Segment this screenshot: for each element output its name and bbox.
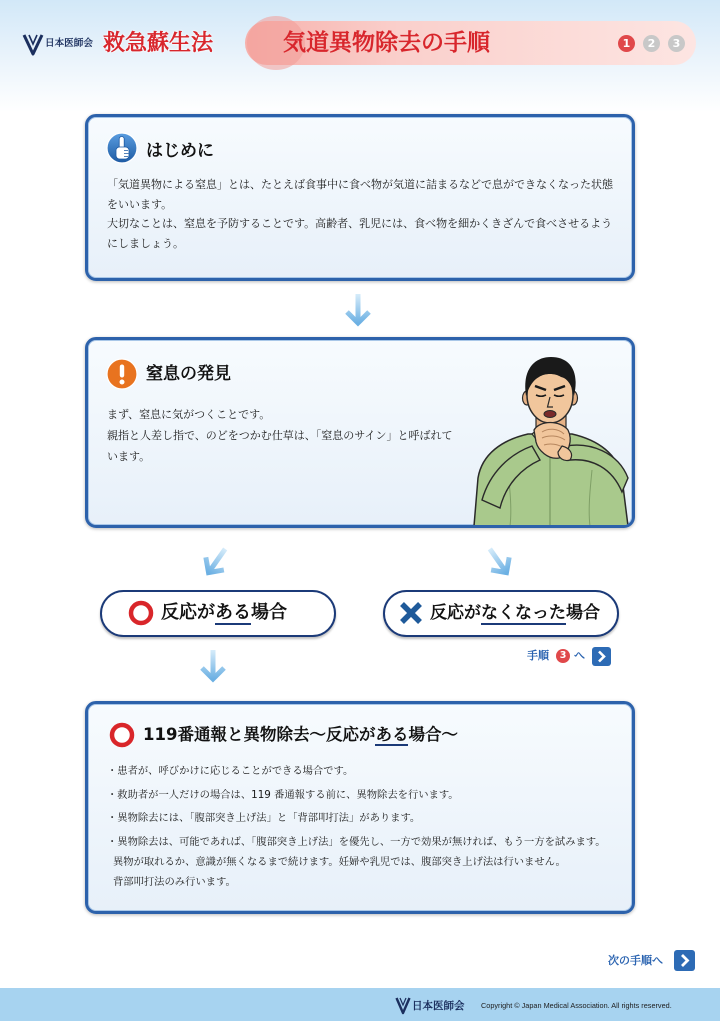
pointing-hand-icon	[106, 132, 138, 164]
discovery-title: 窒息の発見	[146, 364, 231, 384]
discovery-line: います。	[107, 450, 151, 463]
choking-man-illustration	[470, 350, 630, 526]
unresponsive-case-label	[383, 590, 619, 637]
intro-line: 「気道異物による窒息」とは、たとえば食事中に食べ物が気道に詰まるなどで息ができなくなった状態	[107, 178, 613, 191]
goto-prefix: 手順	[527, 649, 549, 662]
responsive-case-label	[100, 590, 336, 637]
title-part: 119番通報と異物除去〜反応が	[143, 725, 376, 744]
pill-text-part: 反応が	[430, 603, 481, 623]
cross-icon	[398, 600, 424, 626]
bullet-line: 異物が取れるか、意識が無くなるまで続けます。妊婦や乳児では、腹部突き上げ法は行いません。	[113, 855, 566, 868]
bullet-line: ・異物除去には、「腹部突き上げ法」と「背部叩打法」があります。	[107, 812, 421, 824]
intro-text	[107, 175, 613, 253]
pill-text-emphasis: ある	[215, 602, 251, 623]
pill-text-part: 場合	[566, 603, 600, 623]
bullet-line: ・患者が、呼びかけに応じることができる場合です。	[107, 765, 354, 777]
discovery-text	[107, 404, 453, 467]
list-item	[107, 808, 606, 828]
jma-logo-icon	[395, 996, 411, 1015]
intro-card	[85, 114, 635, 281]
intro-line: 大切なことは、窒息を予防することです。高齢者、乳児には、食べ物を細かくきざんで食べさせるよう	[107, 217, 613, 230]
goto-step-3-link[interactable]	[525, 646, 613, 666]
bullet-line: 背部叩打法のみ行います。	[113, 875, 236, 888]
arrow-down-left-icon	[193, 539, 238, 586]
next-step-text: 次の手順へ	[608, 954, 663, 967]
discovery-line: 親指と人差し指で、のどをつかむ仕草は、「窒息のサイン」と呼ばれて	[107, 429, 453, 442]
unresponsive-case-text	[430, 592, 600, 634]
pill-text-part: 反応が	[161, 602, 215, 623]
pill-text-emphasis: なくなった	[481, 603, 566, 623]
step-indicator-2[interactable]: 2	[643, 35, 660, 52]
arrow-down-icon	[343, 292, 373, 328]
page-title: 気道異物除去の手順	[283, 30, 490, 56]
goto-step-number: 3	[556, 649, 570, 663]
chevron-right-icon[interactable]	[592, 647, 611, 666]
step-indicator-1[interactable]: 1	[618, 35, 635, 52]
arrow-down-icon	[198, 648, 228, 684]
discovery-card	[85, 337, 635, 528]
circle-icon	[109, 722, 135, 748]
discovery-line: まず、窒息に気がつくことです。	[107, 408, 271, 421]
logo-text: 日本医師会	[45, 38, 93, 49]
title-part: 場合〜	[408, 725, 458, 744]
next-step-link[interactable]	[606, 950, 696, 972]
copyright-text: Copyright © Japan Medical Association. All rights reserved.	[481, 1001, 672, 1010]
title-emphasis: ある	[375, 725, 409, 744]
list-item	[107, 785, 606, 805]
step-indicator-3[interactable]: 3	[668, 35, 685, 52]
arrow-down-right-icon	[476, 539, 521, 586]
intro-line: にしましょう。	[107, 236, 184, 250]
bullet-line: ・救助者が一人だけの場合は、119 番通報する前に、異物除去を行います。	[107, 788, 459, 801]
procedure-bullet-list	[107, 761, 606, 895]
pill-text-part: 場合	[251, 602, 287, 623]
footer-logo-text: 日本医師会	[412, 1000, 465, 1012]
circle-icon	[128, 600, 154, 626]
procedure-title	[143, 724, 458, 746]
chevron-right-icon[interactable]	[674, 950, 695, 971]
responsive-case-text	[161, 592, 287, 634]
list-item	[107, 761, 606, 781]
section-title: 救急蘇生法	[103, 31, 214, 56]
intro-title: はじめに	[146, 141, 214, 161]
bullet-line: ・異物除去は、可能であれば、「腹部突き上げ法」を優先し、一方で効果が無ければ、もう一方を試みます。	[107, 835, 606, 848]
jma-logo-icon	[22, 32, 44, 56]
procedure-card	[85, 701, 635, 914]
exclamation-icon	[106, 358, 138, 390]
intro-line: をいいます。	[107, 197, 173, 211]
goto-suffix: へ	[574, 649, 585, 662]
list-item	[107, 832, 606, 892]
